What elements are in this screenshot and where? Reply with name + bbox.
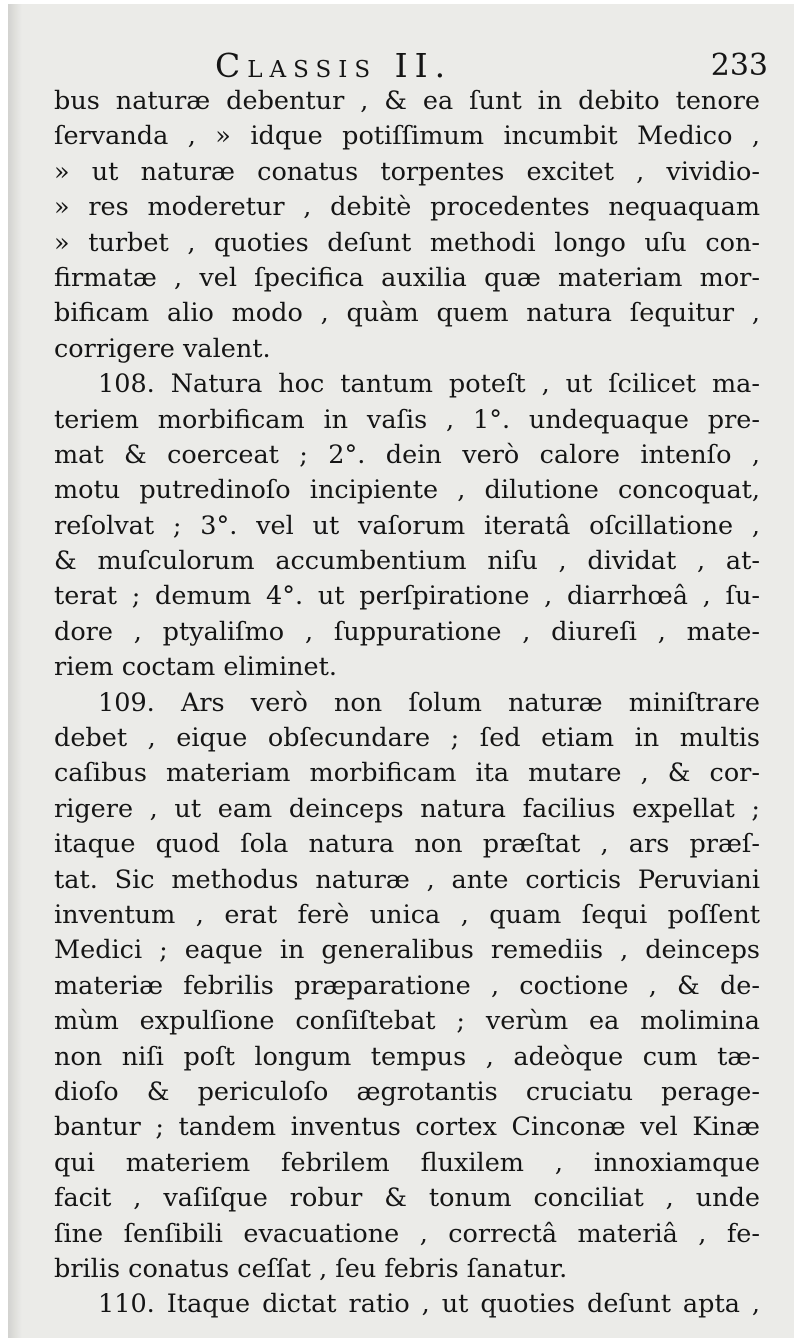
page-gutter-shadow [8, 4, 22, 1338]
text-line: facit , vaſiſque robur & tonum conciliat , unde [54, 1183, 760, 1214]
text-line: firmatæ , vel ſpecifica auxilia quæ materiam mor- [54, 262, 760, 293]
text-line: inventum , erat ferè unica , quam ſequi poſſent [54, 899, 760, 930]
text-line: materiæ febrilis præparatione , coctione , & de- [54, 970, 760, 1001]
text-line: non niſi poſt longum tempus , adeòque cum tæ- [54, 1041, 760, 1072]
text-line: tat. Sic methodus naturæ , ante corticis Peruviani [54, 864, 760, 895]
page-number: 233 [710, 48, 768, 83]
text-line: 110. Itaque dictat ratio , ut quoties deſunt apta , [98, 1289, 760, 1320]
text-line: caſibus materiam morbificam ita mutare , & cor- [54, 758, 760, 789]
text-line: teriem morbificam in vaſis , 1°. undequaque pre- [54, 404, 760, 435]
text-line: corrigere valent. [54, 333, 271, 364]
text-line: » ut naturæ conatus torpentes excitet , vividio- [54, 156, 760, 187]
text-line: rigere , ut eam deinceps natura facilius expellat ; [54, 793, 760, 824]
body-text [54, 84, 760, 1323]
text-line: terat ; demum 4°. ut perſpiratione , diarrhœâ , ſu- [54, 581, 760, 612]
text-line: debet , eique obſecundare ; ſed etiam in multis [54, 723, 760, 754]
text-line: riem coctam eliminet. [54, 652, 337, 683]
text-line: bus naturæ debentur , & ea ſunt in debito tenore [54, 86, 760, 116]
text-line: bantur ; tandem inventus cortex Cinconæ vel Kinæ [54, 1112, 760, 1143]
text-line: brilis conatus ceſſat , ſeu febris ſanatur. [54, 1253, 568, 1284]
book-page [8, 4, 794, 1338]
text-line: ſervanda , » idque potiſſimum incumbit Medico , [54, 121, 760, 152]
text-line: reſolvat ; 3°. vel ut vaſorum iteratâ oſcillatione , [54, 510, 760, 541]
text-line: ſine ſenſibili evacuatione , correctâ materiâ , fe- [54, 1218, 760, 1249]
text-line: mat & coerceat ; 2°. dein verò calore intenſo , [54, 439, 760, 470]
text-line: & muſculorum accumbentium niſu , dividat , at- [54, 546, 760, 577]
text-line: Medici ; eaque in generalibus remediis , deinceps [54, 935, 760, 966]
text-line: qui materiem febrilem fluxilem , innoxiamque [54, 1147, 760, 1178]
text-line: » turbet , quoties deſunt methodi longo uſu con- [54, 227, 760, 258]
text-line: dioſo & periculoſo ægrotantis cruciatu perage- [54, 1076, 760, 1107]
text-line: 109. Ars verò non ſolum naturæ miniſtrare [98, 687, 760, 718]
text-line: dore , ptyaliſmo , ſuppuratione , diureſi , mate- [54, 616, 760, 647]
text-line: itaque quod ſola natura non præſtat , ars præſ- [54, 829, 760, 860]
running-head: Classis II. [215, 46, 453, 85]
text-line: » res moderetur , debitè procedentes nequaquam [54, 192, 760, 223]
text-line: mùm expulſione conſiſtebat ; verùm ea molimina [54, 1006, 760, 1037]
text-line: 108. Natura hoc tantum poteſt , ut ſcilicet ma- [98, 369, 760, 400]
text-line: bificam alio modo , quàm quem natura ſequitur , [54, 298, 760, 329]
text-line: motu putredinoſo incipiente , dilutione concoquat, [54, 475, 760, 506]
